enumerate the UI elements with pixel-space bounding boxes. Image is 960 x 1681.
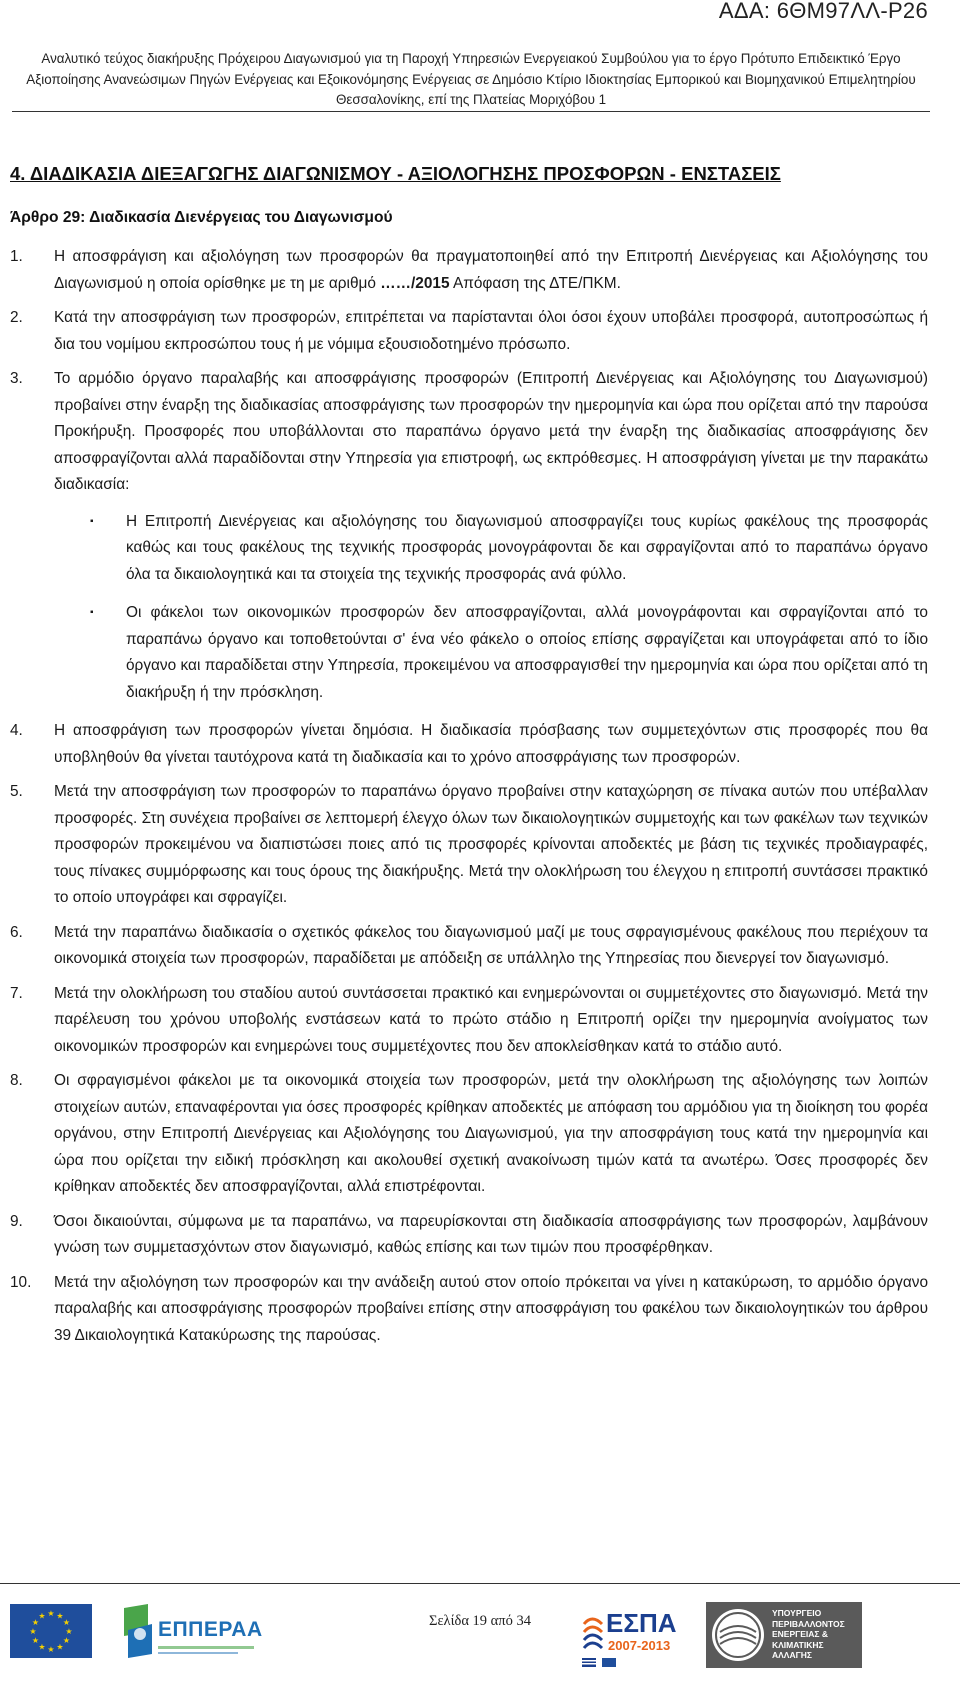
bullet-text: Οι φάκελοι των οικονομικών προσφορών δεν αποσφραγίζονται, αλλά μονογράφονται και σφραγίζονται από το παραπάνω όργανο και τοποθετούνται σ' ένα νέο φάκελο ο οποίος επίσης σφραγίζεται και υπογράφεται από το ίδιο όργανο και παραδίδεται στην Υπηρεσία, προκειμένου να αποσφραγισθεί την ημερομηνία και ώρα που ορίζεται από τη διακήρυξη ή την πρόσκληση. [126, 604, 928, 701]
svg-text:★: ★ [62, 1618, 71, 1627]
svg-text:★: ★ [31, 1636, 40, 1645]
epperaa-logo [118, 1600, 263, 1662]
decision-number: ……/2015 [380, 274, 450, 292]
bullet-text: Η Επιτροπή Διενέργειας και αξιολόγησης του διαγωνισμού αποσφραγίζει τους κυρίως φακέλους της προσφοράς καθώς και τους φακέλους της τεχνικής προσφοράς μονογράφονται δε και σφραγίζονται από το παραπάνω όργανο όλα τα δικαιολογητικά και τα στοιχεία της τεχνικής προσφοράς ανά φύλλο. [126, 512, 928, 583]
bullet-square-icon: ▪ [90, 607, 94, 618]
list-item-5 [10, 779, 928, 912]
list-item-1 [10, 244, 928, 297]
list-item-3 [10, 366, 928, 499]
ministry-line: ΕΝΕΡΓΕΙΑΣ & [772, 1629, 829, 1639]
item-number: 10. [10, 1273, 32, 1291]
svg-text:★: ★ [56, 1611, 64, 1621]
svg-text:★: ★ [65, 1627, 73, 1636]
bullet-list [10, 509, 928, 707]
list-item-4 [10, 718, 928, 771]
list-item-6 [10, 920, 928, 973]
item-number: 6. [10, 923, 23, 941]
item-text: Οι σφραγισμένοι φάκελοι με τα οικονομικά στοιχεία των προσφορών, μετά την ολοκλήρωση της αξιολόγησης των λοιπών στοιχείων αυτών, επαναφέρονται για όσες προσφορές κρίθηκαν αποδεκτές με απόφαση του αρμόδιου για τη διοίκηση του φορέα οργάνου, στην Επιτροπή Διενέργειας και Αξιολόγησης του Διαγωνισμού, για την αποσφράγιση τους κατά την ημερομηνία και ώρα που ορίζεται την ειδική πρόσκληση και ακολουθεί σχετική ανακοίνωση τιμών κατά τα ανωτέρω. Όσες προσφορές δεν κρίθηκαν αποδεκτές δεν αποσφραγίζονται, αλλά επιστρέφονται. [54, 1072, 928, 1195]
item-text-part: Η αποσφράγιση και αξιολόγηση των προσφορών θα πραγματοποιηθεί από την Επιτροπή Διενέργειας και Αξιολόγησης του Διαγωνισμού η οποία ορίσθηκε με τη με αριθμό [54, 248, 928, 292]
list-item-10 [10, 1270, 928, 1350]
list-item-8 [10, 1068, 928, 1201]
svg-text:★: ★ [38, 1611, 46, 1621]
item-text: Μετά την ολοκλήρωση του σταδίου αυτού συντάσσεται πρακτικό και ενημερώνονται οι συμμετέχοντες στο διαγωνισμό. Μετά την παρέλευση του χρόνου υποβολής ενστάσεων κατά το πρώτο στάδιο η Επιτροπή ορίζει την ημερομηνία ανοίγματος των οικονομικών προσφορών και ενημερώνει τους συμμετέχοντες που δεν αποκλείσθηκαν κατά το στάδιο αυτό. [54, 984, 928, 1055]
ministry-line: ΥΠΟΥΡΓΕΙΟ [772, 1608, 822, 1618]
item-text: Μετά την παραπάνω διαδικασία ο σχετικός φάκελος του διαγωνισμού μαζί με τους σφραγισμένους φακέλους που περιέχουν τα οικονομικά στοιχεία των προσφορών, παραδίδεται με απόδειξη σε υπάλληλο της Υπηρεσίας που διενεργεί τον διαγωνισμό. [54, 923, 928, 967]
item-text: Μετά την αξιολόγηση των προσφορών και την ανάδειξη αυτού στον οποίο πρόκειται να γίνει η κατακύρωση, το αρμόδιο όργανο παραλαβής και αποσφράγισης προσφορών προβαίνει επίσης στην αποσφράγιση του φακέλου των δικαιολογητικών του άρθρου 39 Δικαιολογητικά Κατακύρωσης της παρούσας. [54, 1273, 928, 1344]
ministry-logo [706, 1602, 862, 1668]
bullet-item [10, 600, 928, 706]
item-text: Μετά την αποσφράγιση των προσφορών το παραπάνω όργανο προβαίνει στην καταχώρηση σε πίνακα αυτών που υπέβαλλαν προσφορές. Στη συνέχεια προβαίνει σε λεπτομερή έλεγχο όλων των δικαιολογητικών συμμετοχής και των φακέλων των τεχνικών προσφορών προκειμένου να διαπιστώσει ποιες από τις προσφορές κρίνονται αποδεκτές με βάση τις τεχνικές προδιαγραφές, τους πίνακες συμμόρφωσης και τους όρους της διακήρυξης. Μετά την ολοκλήρωση του έλεγχου η επιτροπή συντάσσει πρακτικό το οποίο υπογράφει και σφραγίζει. [54, 783, 928, 906]
item-number: 7. [10, 984, 23, 1002]
item-number: 9. [10, 1212, 23, 1230]
ministry-name [772, 1608, 845, 1661]
item-paragraph: Το αρμόδιο όργανο παραλαβής και αποσφράγισης προσφορών (Επιτροπή Διενέργειας και Αξιολόγησης του Διαγωνισμού) προβαίνει στην έναρξη της διαδικασίας αποσφράγισης των προσφορών την ημερομηνία και ώρα που ορίζεται από την παρούσα Προκήρυξη. Προσφορές που υποβάλλονται στο παραπάνω όργανο μετά την έναρξη της διαδικασίας αποσφράγισης δεν αποσφραγίζονται αλλά παραδίδονται στην Υπηρεσία για επιστροφή, ως εκπρόθεσμες. Η αποσφράγιση γίνεται με την παρακάτω διαδικασία: [54, 370, 928, 493]
item-number: 8. [10, 1072, 23, 1089]
svg-text:★: ★ [47, 1609, 55, 1618]
item-text: Η αποσφράγιση των προσφορών γίνεται δημόσια. Η διαδικασία πρόσβασης των συμμετεχόντων στις προσφορές που θα υποβληθούν θα γίνεται ταυτόχρονα κατά τη διαδικασία και το χρόνο αποσφράγισης των προσφορών. [54, 722, 928, 766]
header-line-2: Αξιοποίησης Ανανεώσιμων Πηγών Ενέργειας και Εξοικονόμησης Ενέργειας σε Δημόσιο Κτίριο Ιδιοκτησίας Εμπορικού και Βιομηχανικού Επιμελητηρίου [26, 71, 916, 87]
bullet-item [10, 509, 928, 589]
item-number: 1. [10, 248, 23, 265]
espa-logo [580, 1604, 676, 1668]
item-text: Όσοι δικαιούνται, σύμφωνα με τα παραπάνω, να παρευρίσκονται στη διαδικασία αποσφράγισης των προσφορών, λαμβάνουν γνώση των συμμετασχόντων στον διαγωνισμό, καθώς επίσης και των τιμών που προσφέρθηκαν. [54, 1212, 928, 1256]
header-line-1: Αναλυτικό τεύχος διακήρυξης Πρόχειρου Διαγωνισμού για τη Παροχή Υπηρεσιών Ενεργειακού Συμβούλου για το έργο Πρότυπο Επιδεικτικό Έργο [41, 51, 901, 66]
svg-text:★: ★ [62, 1636, 71, 1645]
section-title: 4. ΔΙΑΔΙΚΑΣΙΑ ΔΙΕΞΑΓΩΓΗΣ ΔΙΑΓΩΝΙΣΜΟΥ - ΑΞΙΟΛΟΓΗΣΗΣ ΠΡΟΣΦΟΡΩΝ - ΕΝΣΤΑΣΕΙΣ [10, 163, 781, 184]
ministry-line: ΚΛΙΜΑΤΙΚΗΣ [772, 1639, 824, 1650]
list-item-7 [10, 981, 928, 1061]
svg-text:★: ★ [31, 1618, 40, 1627]
page-number: Σελίδα 19 από 34 [429, 1613, 531, 1629]
item-text: Κατά την αποσφράγιση των προσφορών, επιτρέπεται να παρίστανται όλοι όσοι έχουν υποβάλει προσφορά, αυτοπροσώπως ή δια του νομίμου εκπροσώπου τους ή με νόμιμα εξουσιοδοτημένο πρόσωπο. [54, 309, 928, 353]
item-text-part: Απόφαση της ΔΤΕ/ΠΚΜ. [449, 274, 621, 292]
list-item-9 [10, 1209, 928, 1262]
list-item-2 [10, 305, 928, 358]
svg-text:★: ★ [29, 1627, 37, 1636]
ministry-line: ΑΛΛΑΓΗΣ [772, 1650, 812, 1660]
bullet-square-icon: ▪ [90, 515, 94, 527]
item-number: 4. [10, 722, 23, 739]
espa-text: ΕΣΠΑ [606, 1608, 677, 1638]
document-header [12, 49, 930, 111]
header-line-3: Θεσσαλονίκης, επί της Πλατείας Μοριχόβου 1 [335, 92, 607, 107]
article-body [10, 244, 928, 1357]
header-divider [12, 111, 930, 112]
ministry-line: ΠΕΡΙΒΑΛΛΟΝΤΟΣ [772, 1618, 845, 1629]
item-number: 3. [10, 370, 23, 387]
espa-years: 2007-2013 [608, 1638, 671, 1653]
item-number: 5. [10, 783, 23, 800]
epperaa-text: ΕΠΠΕΡΑΑ [158, 1618, 263, 1641]
article-title: Άρθρο 29: Διαδικασία Διενέργειας του Διαγωνισμού [10, 209, 393, 226]
svg-text:★: ★ [38, 1642, 46, 1652]
item-text [54, 366, 928, 499]
footer-divider [0, 1583, 960, 1584]
svg-text:★: ★ [47, 1645, 55, 1654]
svg-text:★: ★ [56, 1642, 64, 1652]
ada-code: ΑΔΑ: 6ΘΜ97ΛΛ-Ρ26 [718, 0, 928, 23]
item-text [24, 244, 928, 297]
item-number: 2. [10, 309, 23, 326]
